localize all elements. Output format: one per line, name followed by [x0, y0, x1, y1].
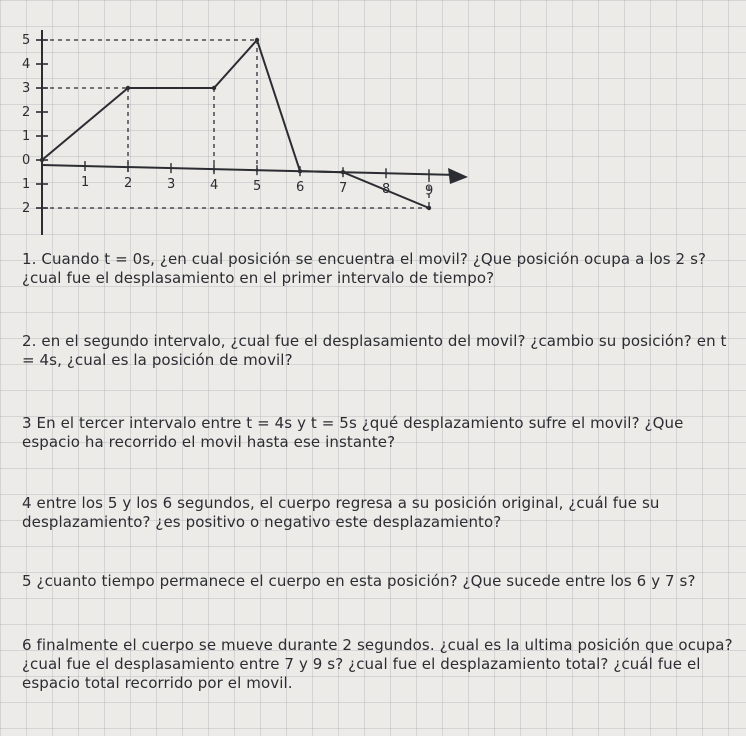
x-tick-label: 2: [124, 176, 133, 192]
question-3: 3 En el tercer intervalo entre t = 4s y t = 5s ¿qué desplazamiento sufre el movil? ¿Que espacio ha recorrido el movil hasta ese instante?: [22, 414, 684, 451]
x-tick-label: 3: [167, 177, 176, 193]
data-point: [126, 86, 130, 90]
data-point: [298, 169, 302, 173]
position-line: [42, 40, 429, 208]
x-tick-label: 1: [81, 175, 90, 191]
data-point: [341, 170, 345, 174]
y-tick-label: 1: [22, 177, 31, 192]
y-tick-label: 2: [22, 201, 31, 216]
y-tick-label: 5: [22, 33, 31, 48]
x-tick-label: 4: [210, 178, 219, 194]
data-point: [427, 206, 431, 210]
data-point: [255, 38, 259, 42]
question-5: 5 ¿cuanto tiempo permanece el cuerpo en esta posición? ¿Que sucede entre los 6 y 7 s?: [22, 572, 696, 590]
position-time-graph: [0, 0, 746, 250]
question-1: 1. Cuando t = 0s, ¿en cual posición se encuentra el movil? ¿Que posición ocupa a los 2 s? ¿cual fue el desplasamiento en el primer intervalo de tiempo?: [22, 250, 707, 287]
x-tick-label: 6: [296, 180, 305, 196]
data-point: [212, 86, 216, 90]
question-6: 6 finalmente el cuerpo se mueve durante 2 segundos. ¿cual es la ultima posición que ocupa? ¿cual fue el desplasamiento entre 7 y 9 s? ¿cual fue el desplazamiento total? ¿cuál fue el espacio total recorrido por el movil.: [22, 636, 733, 692]
y-tick-label: 2: [22, 105, 31, 120]
y-tick-label: 1: [22, 129, 31, 144]
y-tick-label: 4: [22, 57, 31, 72]
y-tick-label: 3: [22, 81, 31, 96]
x-axis: [42, 165, 458, 175]
y-tick-label: 0: [22, 153, 31, 168]
x-tick-label: 7: [339, 181, 348, 197]
question-2: 2. en el segundo intervalo, ¿cual fue el desplasamiento del movil? ¿cambio su posición? en t = 4s, ¿cual es la posición de movil?: [22, 332, 727, 369]
x-tick-label: 5: [253, 179, 262, 195]
x-tick-label: 8: [382, 182, 391, 198]
x-axis-arrow-icon: [448, 168, 468, 184]
series-line: [40, 38, 434, 210]
x-tick-label: 9: [425, 183, 434, 199]
data-point: [40, 158, 44, 162]
y-tick-group: [22, 33, 48, 216]
question-4: 4 entre los 5 y los 6 segundos, el cuerpo regresa a su posición original, ¿cuál fue su desplazamiento? ¿es positivo o negativo este desplazamiento?: [22, 494, 660, 531]
